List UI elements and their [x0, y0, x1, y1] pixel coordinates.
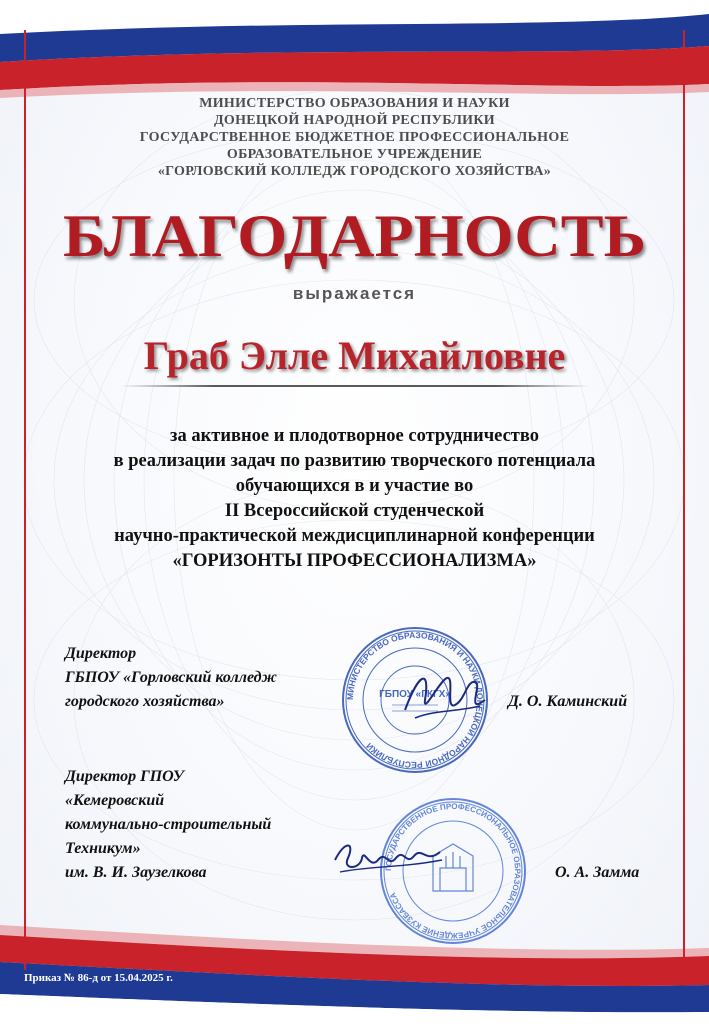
recipient-name: Граб Элле Михайловне — [143, 333, 566, 378]
body-line: за активное и плодотворное сотрудничество — [170, 426, 539, 446]
order-reference: Приказ № 86-д от 15.04.2025 г. — [24, 972, 173, 984]
body-line: в реализации задач по развитию творческого потенциала — [113, 451, 596, 471]
gratitude-text — [0, 424, 709, 574]
signatory-1-position — [65, 642, 277, 714]
institution-header — [0, 95, 709, 180]
stamp-center-text: ГБПОУ «ГКГХ» — [379, 689, 451, 700]
position-line: городского хозяйства» — [65, 693, 225, 710]
body-line: «ГОРИЗОНТЫ ПРОФЕССИОНАЛИЗМА» — [172, 551, 537, 571]
signatory-2-name: О. А. Замма — [555, 864, 640, 881]
header-line: ГОСУДАРСТВЕННОЕ БЮДЖЕТНОЕ ПРОФЕССИОНАЛЬНОЕ — [139, 130, 570, 145]
signature-scribble-1 — [395, 660, 495, 730]
body-line: II Всероссийской студенческой — [224, 501, 485, 521]
stamp-ring-text: ГОСУДАРСТВЕННОЕ ПРОФЕССИОНАЛЬНОЕ ОБРАЗОВАТЕЛЬНОЕ УЧРЕЖДЕНИЕ КУЗБАССА — [383, 801, 523, 941]
certificate-subtitle: выражается — [292, 284, 417, 303]
header-line: «ГОРЛОВСКИЙ КОЛЛЕДЖ ГОРОДСКОГО ХОЗЯЙСТВА» — [157, 164, 552, 179]
header-line: МИНИСТЕРСТВО ОБРАЗОВАНИЯ И НАУКИ — [199, 96, 510, 111]
signature-scribble-2 — [330, 830, 450, 890]
position-line: Директор — [65, 645, 137, 662]
position-line: «Кемеровский — [65, 792, 165, 809]
body-line: научно-практической междисциплинарной конференции — [114, 526, 595, 546]
stamp-ring-text: МИНИСТЕРСТВО ОБРАЗОВАНИЯ И НАУКИ ДОНЕЦКОЙ НАРОДНОЙ РЕСПУБЛИКИ — [344, 629, 486, 771]
body-line: обучающихся в и участие во — [235, 476, 474, 496]
signatory-1-name: Д. О. Каминский — [508, 693, 628, 710]
header-line: ОБРАЗОВАТЕЛЬНОЕ УЧРЕЖДЕНИЕ — [226, 147, 483, 162]
position-line: Техникум» — [65, 840, 141, 857]
position-line: Директор ГПОУ — [65, 768, 184, 785]
recipient-underline — [120, 385, 590, 387]
certificate-title: БЛАГОДАРНОСТЬ — [62, 203, 647, 269]
position-line: коммунально-строительный — [65, 816, 272, 833]
position-line: ГБПОУ «Горловский колледж — [65, 669, 277, 686]
position-line: им. В. И. Заузелкова — [65, 864, 207, 881]
header-line: ДОНЕЦКОЙ НАРОДНОЙ РЕСПУБЛИКИ — [213, 113, 496, 128]
signatory-2-position — [65, 765, 271, 885]
